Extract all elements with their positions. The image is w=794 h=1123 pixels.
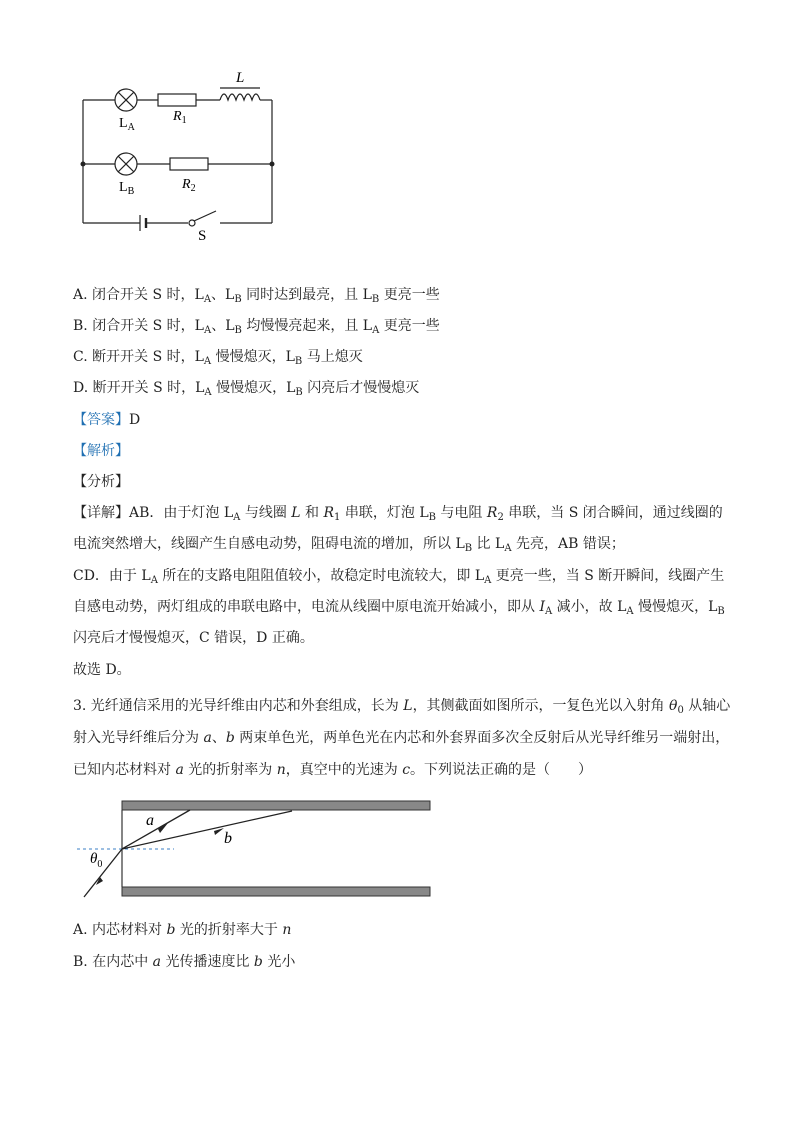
detail-label: 【详解】 [73, 505, 129, 521]
answer-label: 【答案】 [73, 412, 129, 428]
lamp-b-label: $L_B$ [119, 180, 135, 197]
resistor-2-label: $R_2$ [182, 177, 196, 194]
ray-b-label: b [224, 830, 232, 847]
option-d: D. 断开开关 S 时，$L_A$ 慢慢熄灭，$L_B$ 闪亮后才慢慢熄灭 [73, 380, 420, 398]
angle-label: $\theta_0$ [90, 851, 103, 870]
fenxi-label: 【分析】 [73, 474, 129, 490]
ray-b-arrow [214, 828, 224, 835]
detail-paragraph: 【详解】AB．由于灯泡 $L_A$ 与线圈 L 和 $R_1$ 串联，灯泡 $L_B$ 与电阻 $R_2$ 串联，当 S 闭合瞬间，通过线圈的电流突然增大，线圈产生自感电动势，阻碍电流的增加，所以 $L_B$ 比 $L_A$ 先亮，AB 错误； [73, 505, 723, 554]
option-c: C. 断开开关 S 时，$L_A$ 慢慢熄灭，$L_B$ 马上熄灭 [73, 349, 363, 367]
circuit-diagram [70, 60, 290, 245]
ray-a-label: a [146, 812, 154, 829]
answer-line [73, 410, 140, 430]
option-b: B. 闭合开关 S 时，$L_A$、$L_B$ 均慢慢亮起来，且 $L_A$ 更亮一些 [73, 318, 440, 336]
lamp-a-label: $L_A$ [119, 116, 135, 133]
option-a: A. 闭合开关 S 时，$L_A$、$L_B$ 同时达到最亮，且 $L_B$ 更亮一些 [73, 287, 440, 305]
question-3-stem: 3. 光纤通信采用的光导纤维由内芯和外套组成，长为 L，其侧截面如图所示，一复色光以入射角 $\theta_0$ 从轴心射入光导纤维后分为 a、b 两束单色光，两单色光在内芯和外套界面多次全反射后从光导纤维另一端射出，已知内芯材料对 a 光的折射率为 n，真空中的光速为 c。下列说法正确的是（ ） [73, 698, 731, 778]
inductor-label: L [236, 70, 245, 86]
q3-option-a: A. 内芯材料对 b 光的折射率大于 n [73, 922, 292, 938]
cd-paragraph: CD．由于 $L_A$ 所在的支路电阻阻值较小，故稳定时电流较大，即 $L_A$ 更亮一些，当 S 断开瞬间，线圈产生自感电动势，两灯组成的串联电路中，电流从线圈中原电流开始减小，即从 $I_A$ 减小，故 $L_A$ 慢慢熄灭，$L_B$ 闪亮后才慢慢熄灭，C 错误，D 正确。 [73, 568, 725, 646]
conclusion: 故选 D。 [73, 662, 131, 678]
switch-label: S [198, 228, 207, 244]
resistor-1-label: $R_1$ [173, 109, 187, 126]
optical-fiber-diagram [72, 797, 434, 907]
answer-value: D [129, 412, 141, 428]
analysis-label: 【解析】 [73, 443, 129, 459]
q3-option-b: B. 在内芯中 a 光传播速度比 b 光小 [73, 954, 296, 970]
